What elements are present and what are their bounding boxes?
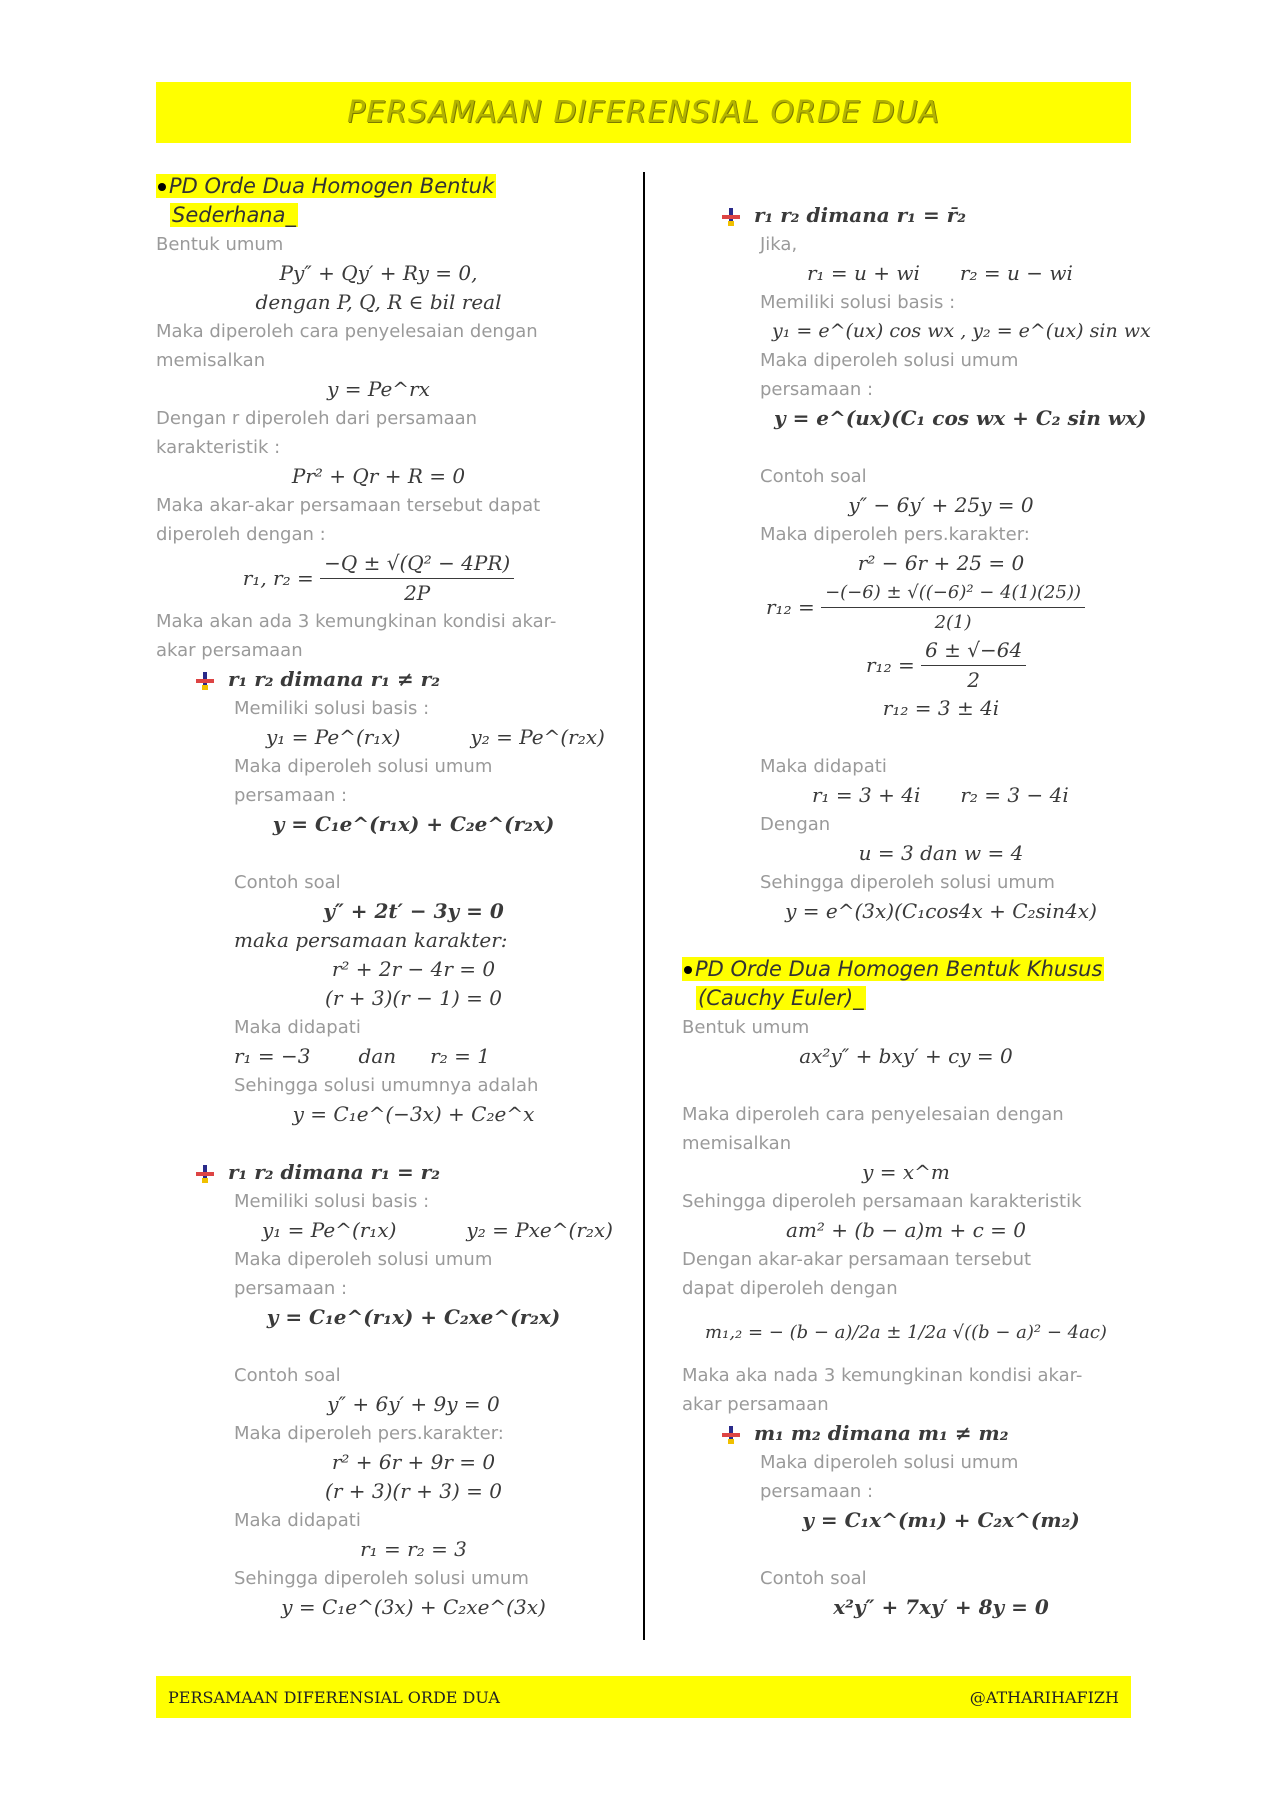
equation: Pr² + Qr + R = 0: [291, 464, 466, 488]
equation: y = C₁e^(−3x) + C₂e^x: [292, 1102, 535, 1126]
text: karakteristik :: [156, 437, 281, 458]
section-heading: PD Orde Dua Homogen Bentuk Khusus: [682, 955, 1130, 984]
equation-fraction: m₁,₂ = − (b − a)/2a ± 1/2a √((b − a)² − 4ac): [705, 1321, 1107, 1343]
page-title-bar: [156, 82, 1131, 143]
text: Bentuk umum: [156, 234, 284, 255]
text: dapat diperoleh dengan: [682, 1278, 898, 1299]
equation: Py″ + Qy′ + Ry = 0,: [279, 261, 478, 285]
text: persamaan :: [760, 1481, 874, 1502]
equation: y = x^m: [862, 1160, 950, 1184]
equation: x²y″ + 7xy′ + 8y = 0: [833, 1595, 1049, 1619]
right-column: [682, 172, 1151, 1622]
section-heading-cont: (Cauchy Euler)_: [698, 986, 864, 1010]
text: Dengan: [760, 814, 831, 835]
bullet-icon: [684, 966, 692, 974]
text: Contoh soal: [760, 466, 867, 487]
text: Sehingga diperoleh persamaan karakteristik: [682, 1191, 1082, 1212]
text: Maka diperoleh solusi umum: [234, 1249, 493, 1270]
equation: y = C₁x^(m₁) + C₂x^(m₂): [802, 1508, 1080, 1532]
text: Maka diperoleh solusi umum: [760, 1452, 1019, 1473]
equation: r² − 6r + 25 = 0: [857, 551, 1025, 575]
text: Maka akan ada 3 kemungkinan kondisi akar-: [156, 611, 557, 632]
text: memisalkan: [682, 1133, 792, 1154]
equation: y₁ = Pe^(r₁x) y₂ = Pxe^(r₂x): [262, 1218, 613, 1242]
text: Maka aka nada 3 kemungkinan kondisi akar-: [682, 1365, 1083, 1386]
equation: ax²y″ + bxy′ + cy = 0: [799, 1044, 1013, 1068]
equation: am² + (b − a)m + c = 0: [785, 1218, 1027, 1242]
plus-bullet-icon: [722, 1426, 740, 1444]
text: Maka akar-akar persamaan tersebut dapat: [156, 495, 541, 516]
text: diperoleh dengan :: [156, 524, 326, 545]
text: persamaan :: [234, 785, 348, 806]
text: Maka didapati: [760, 756, 887, 777]
case-heading: r₁ r₂ dimana r₁ = r̄₂: [682, 201, 1130, 230]
text: Sehingga solusi umumnya adalah: [234, 1075, 539, 1096]
case-heading: r₁ r₂ dimana r₁ ≠ r₂: [156, 665, 601, 694]
equation: y = C₁e^(r₁x) + C₂e^(r₂x): [272, 812, 555, 836]
equation: y″ − 6y′ + 25y = 0: [848, 493, 1034, 517]
text: akar persamaan: [682, 1394, 829, 1415]
equation: r₁ = −3 dan r₂ = 1: [234, 1044, 490, 1068]
text: Maka diperoleh cara penyelesaian dengan: [156, 321, 538, 342]
equation: r² + 2r − 4r = 0: [331, 957, 496, 981]
text: memisalkan: [156, 350, 266, 371]
equation-fraction: r₁₂ = $\frac{6 \pm √-64}{2}$: [682, 636, 1130, 694]
text: Sehingga diperoleh solusi umum: [760, 872, 1055, 893]
equation: y₁ = e^(ux) cos wx , y₂ = e^(ux) sin wx: [772, 320, 1151, 342]
column-divider: [643, 172, 645, 1640]
plus-bullet-icon: [196, 672, 214, 690]
text: persamaan :: [234, 1278, 348, 1299]
page-title: PERSAMAAN DIFERENSIAL ORDE DUA: [346, 95, 941, 130]
equation: u = 3 dan w = 4: [858, 841, 1024, 865]
text: Maka diperoleh cara penyelesaian dengan: [682, 1104, 1064, 1125]
text: akar persamaan: [156, 640, 303, 661]
equation: y₁ = Pe^(r₁x) y₂ = Pe^(r₂x): [266, 725, 605, 749]
bullet-icon: [158, 183, 166, 191]
plus-bullet-icon: [722, 208, 740, 226]
equation-fraction: r₁, r₂ = $\frac{\text{−Q ± √(Q² − 4PR)}}{2P}$: [156, 549, 601, 607]
equation: y″ + 2t′ − 3y = 0: [323, 899, 504, 923]
equation: r₁₂ = 3 ± 4i: [882, 696, 1000, 720]
text: Maka didapati: [234, 1017, 361, 1038]
text: Maka diperoleh pers.karakter:: [234, 1423, 504, 1444]
equation: y = C₁e^(3x) + C₂xe^(3x): [281, 1595, 546, 1619]
equation-fraction: r₁₂ = $\frac{\text{−(−6) ± √((−6)² − 4(1)(25))}}{2(1)}$: [682, 578, 1130, 636]
equation: (r + 3)(r + 3) = 0: [325, 1479, 502, 1503]
text: Contoh soal: [234, 1365, 341, 1386]
case-heading: r₁ r₂ dimana r₁ = r₂: [156, 1158, 601, 1187]
equation: y = e^(3x)(C₁cos4x + C₂sin4x): [785, 899, 1097, 923]
page-footer: [156, 1676, 1131, 1718]
text: Bentuk umum: [682, 1017, 810, 1038]
text: Maka diperoleh solusi umum: [760, 350, 1019, 371]
text: Maka diperoleh solusi umum: [234, 756, 493, 777]
text: Memiliki solusi basis :: [234, 698, 430, 719]
plus-bullet-icon: [196, 1165, 214, 1183]
equation: r₁ = 3 + 4i r₂ = 3 − 4i: [812, 783, 1069, 807]
text: Jika,: [760, 234, 798, 255]
equation: r₁ = r₂ = 3: [360, 1537, 467, 1561]
text: Sehingga diperoleh solusi umum: [234, 1568, 529, 1589]
section-heading-cont: Sederhana_: [172, 203, 296, 227]
footer-title: PERSAMAAN DIFERENSIAL ORDE DUA: [168, 1687, 500, 1707]
equation: y″ + 6y′ + 9y = 0: [327, 1392, 500, 1416]
left-column: [156, 172, 613, 1622]
equation: r₁ = u + wi r₂ = u − wi: [807, 261, 1073, 285]
text: persamaan :: [760, 379, 874, 400]
equation: r² + 6r + 9r = 0: [331, 1450, 496, 1474]
equation: (r + 3)(r − 1) = 0: [325, 986, 502, 1010]
text: Memiliki solusi basis :: [234, 1191, 430, 1212]
text: Maka didapati: [234, 1510, 361, 1531]
text: Memiliki solusi basis :: [760, 292, 956, 313]
equation: maka persamaan karakter:: [234, 928, 508, 952]
text: Dengan r diperoleh dari persamaan: [156, 408, 478, 429]
text: Dengan akar-akar persamaan tersebut: [682, 1249, 1032, 1270]
text: Contoh soal: [234, 872, 341, 893]
equation: y = Pe^rx: [327, 377, 430, 401]
equation: y = C₁e^(r₁x) + C₂xe^(r₂x): [266, 1305, 561, 1329]
equation: y = e^(ux)(C₁ cos wx + C₂ sin wx): [774, 406, 1147, 430]
text: Maka diperoleh pers.karakter:: [760, 524, 1030, 545]
equation: dengan P, Q, R ∈ bil real: [255, 290, 502, 314]
text: Contoh soal: [760, 1568, 867, 1589]
case-heading: m₁ m₂ dimana m₁ ≠ m₂: [682, 1419, 1130, 1448]
footer-author: @ATHARIHAFIZH: [969, 1687, 1119, 1707]
section-heading: PD Orde Dua Homogen Bentuk: [156, 172, 601, 201]
